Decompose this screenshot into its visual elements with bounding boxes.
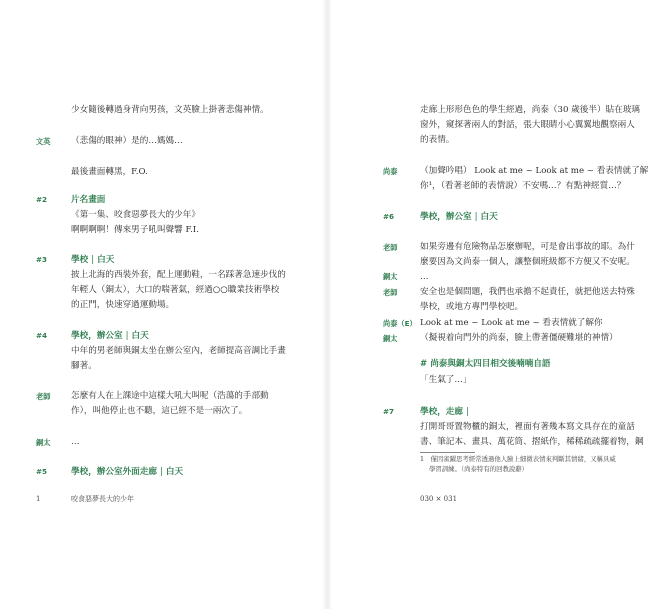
scene-text: 書、筆記本、畫具、萬花筒、摺紙作，稀稀疏疏擺着物，鋼 [420,437,644,447]
scene-heading: 片名畫面 [71,195,106,205]
running-title: 咬食惡夢長大的少年 [71,495,134,503]
scene-text: 中年的男老師與銅太坐在辦公室內，老師提高音調比手畫 [71,346,286,356]
insert-heading: # 尚泰與銅太四目相交後喃喃自語 [420,359,551,369]
dialogue-line: 如果旁邊有危險物品怎麼辦呢，可是會出事故的耶。為什 [420,242,635,252]
scene-heading: 學校，辦公室 | 白天 [71,331,149,341]
speaker-label: 老師 [383,243,398,252]
speaker-label: 尚泰（E） [383,319,417,328]
dialogue-line: 「生氣了…」 [420,375,472,385]
dialogue-line: … [420,272,429,282]
dialogue-line: … [71,437,80,447]
scene-text: 窗外，窺探著兩人的對話，張大眼睛小心翼翼地觀察兩人 [420,120,635,130]
dialogue-line: （悲傷的眼神）是的…媽媽… [71,136,183,146]
footnote: 學習訓練。（尚泰特有的回教說辭） [429,465,529,473]
speaker-label: 文英 [36,137,51,146]
scene-text: 最後畫面轉黑，F.O. [71,167,148,177]
page-numbers: 030 × 031 [420,495,458,503]
dialogue-line: 麼要因為文尚泰一個人，讓整個班級都不方便又不安呢。 [420,257,635,267]
footnote: 1 僅因雀躍思考經常透過他人臉上細微表情來判斷其情緒，又稱具威 [420,455,616,463]
scene-text: 年輕人（銅太），大口的喘著氣，經過○○職業技術學校 [71,285,280,295]
scene-heading: 學校，辦公室 | 白天 [420,212,498,222]
dialogue-line: （擬視着向門外的尚泰，臉上帶著僵硬難堪的神情） [420,333,618,343]
scene-text: 走廊上形形色色的學生經過，尚泰（30 歲後半）貼在玻璃 [420,105,640,115]
left-page [0,0,327,609]
scene-text: 披上北海的西裝外套，配上運動鞋，一名踩著急速步伐的 [71,270,286,280]
scene-number: #3 [36,255,48,264]
scene-text: 《第一集、咬食惡夢長大的少年》 [71,210,200,220]
scene-number: #5 [36,467,48,476]
scene-number: #4 [36,331,48,340]
scene-text: 打開哥哥置物櫃的銅太，裡面有著幾本寫文具存在的童話 [420,422,635,432]
scene-heading: 學校，辦公室外面走廊 | 白天 [71,467,184,477]
dialogue-line: 學校，或地方專門學校吧。 [420,302,524,312]
scene-heading: 學校 | 白天 [71,255,115,265]
speaker-label: 老師 [383,288,398,297]
scene-number: #7 [383,407,395,416]
scene-text: 啊啊啊啊！傳來男子吼叫聲響 F.I. [71,225,199,235]
scene-text: 少女隨後轉過身背向男孩，文英臉上掛著悲傷神情。 [71,105,269,115]
footnote-rule [420,452,475,453]
speaker-label: 銅太 [36,438,51,447]
speaker-label: 老師 [36,392,51,401]
scene-number: #6 [383,212,395,221]
right-page [327,0,655,609]
dialogue-line: 作），叫他停止也不聽，這已經不是一兩次了。 [71,406,248,416]
dialogue-line: （加聲吟唱） Look at me ~ Look at me ~ 看表情就了解 [420,166,649,176]
dialogue-line: Look at me ~ Look at me ~ 看表情就了解你 [420,318,603,328]
dialogue-line: 怎麼有人在上課途中這樣大吼大叫呢（浩蕩的手部動 [71,391,269,401]
scene-text: 的表情。 [420,135,455,145]
scene-text: 腳著。 [71,361,97,371]
scene-text: 的正門，快速穿過運動場。 [71,300,175,310]
dialogue-line: 安全也是個問題，我們也承擔不起責任，就把他送去特殊 [420,287,635,297]
scene-number: #2 [36,195,48,204]
dialogue-line: 你¹，（看著老師的表情說）不安嗎…？有點神經質…？ [420,181,626,191]
speaker-label: 尚泰 [383,167,398,176]
speaker-label: 銅太 [383,334,398,343]
page-number: 1 [36,495,41,503]
scene-heading: 學校，走廊 | [420,407,469,417]
speaker-label: 銅太 [383,272,398,281]
